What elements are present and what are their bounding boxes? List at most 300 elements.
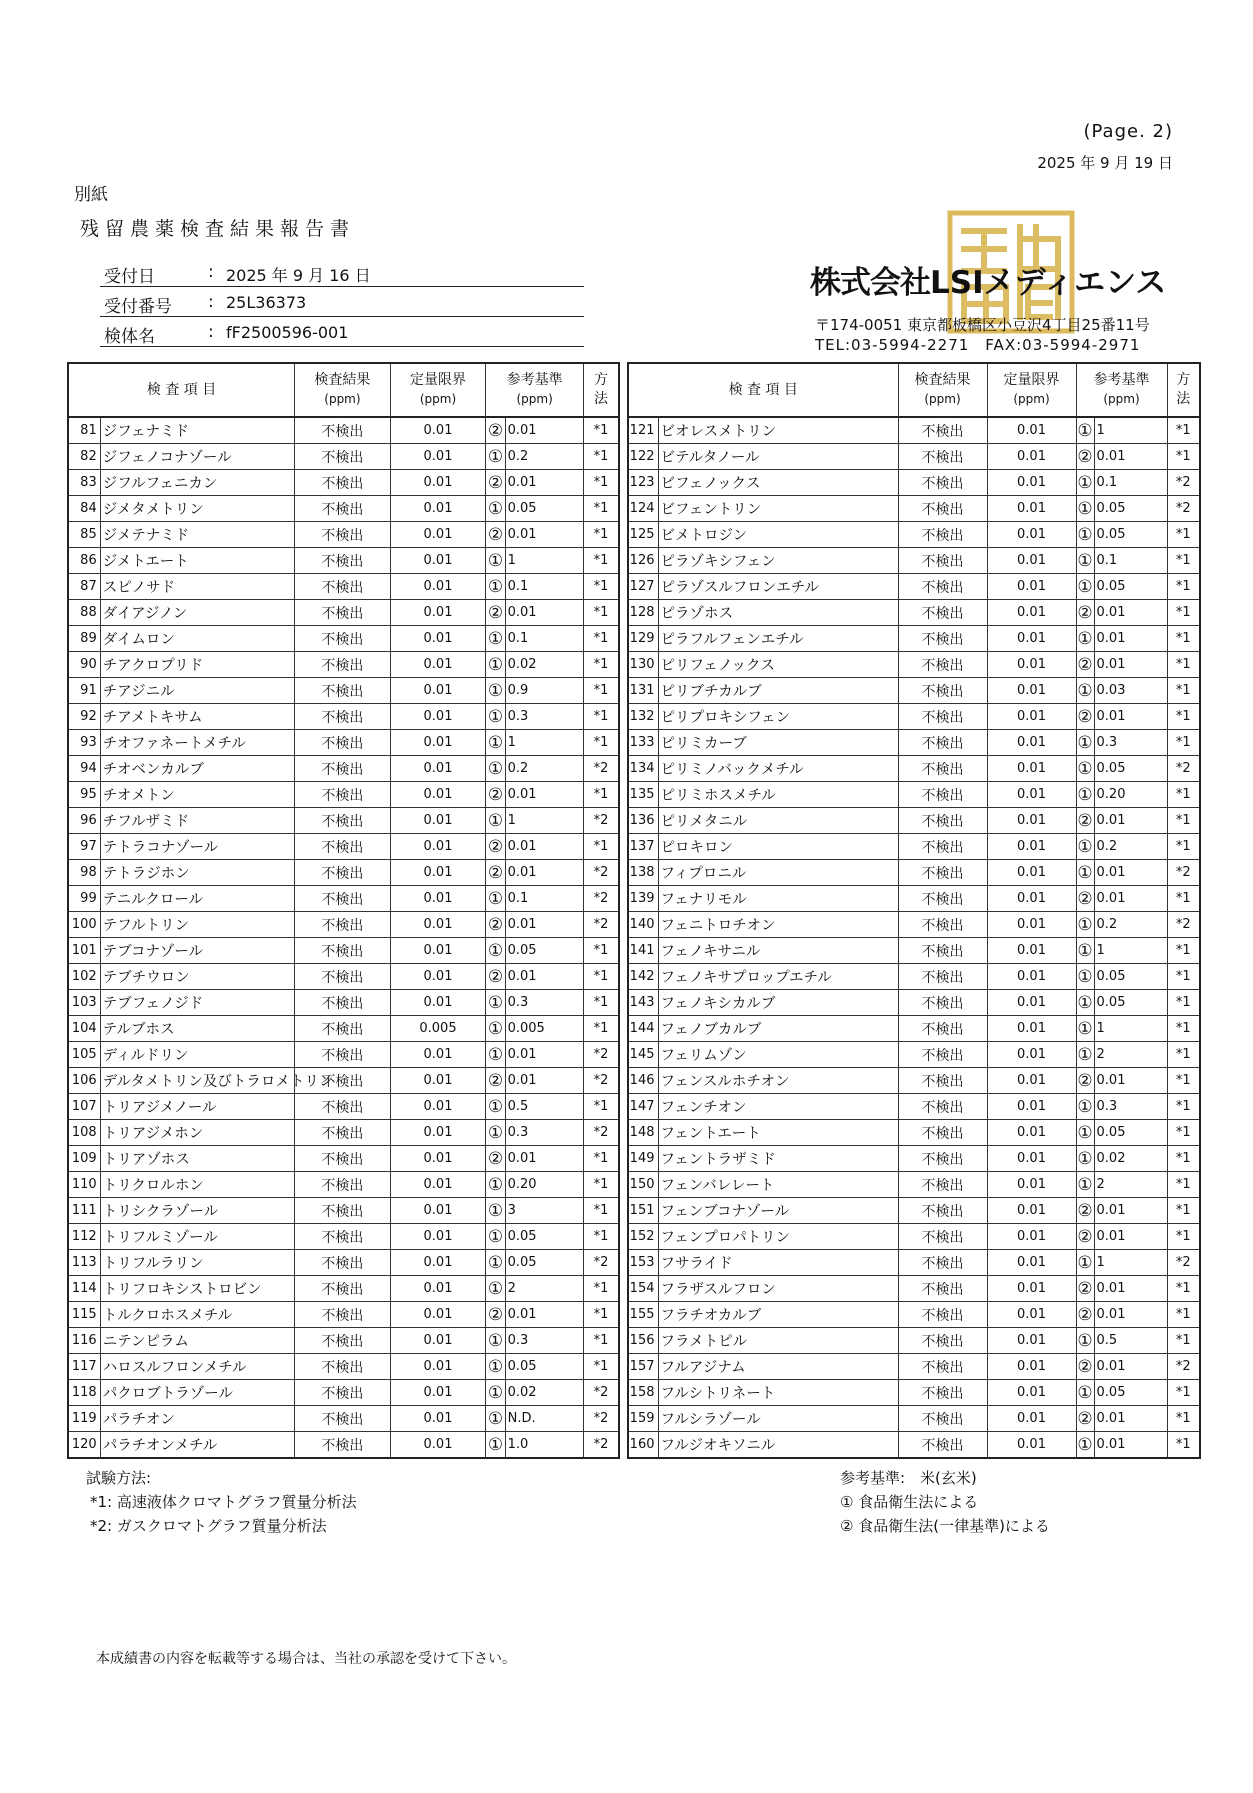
- quantitation-limit: 0.01: [987, 730, 1076, 756]
- table-row: [628, 1094, 1200, 1120]
- row-number: 85: [68, 522, 100, 548]
- table-row: [628, 730, 1200, 756]
- test-result: 不検出: [898, 626, 987, 652]
- quantitation-limit: 0.01: [390, 756, 486, 782]
- row-number: 90: [68, 652, 100, 678]
- quantitation-limit: 0.01: [987, 548, 1076, 574]
- quantitation-limit: 0.01: [987, 417, 1076, 444]
- quantitation-limit: 0.01: [390, 1068, 486, 1094]
- row-number: 101: [68, 938, 100, 964]
- quantitation-limit: 0.01: [987, 1198, 1076, 1224]
- test-method: *1: [584, 600, 620, 626]
- pesticide-name: ダイアジノン: [100, 600, 294, 626]
- pesticide-name: テトラコナゾール: [100, 834, 294, 860]
- row-number: 137: [628, 834, 658, 860]
- test-method: *1: [584, 678, 620, 704]
- pesticide-name: テトラジホン: [100, 860, 294, 886]
- test-result: 不検出: [898, 1432, 987, 1459]
- table-header-row: [628, 363, 1200, 417]
- pesticide-name: ピリフェノックス: [658, 652, 898, 678]
- pesticide-name: テフルトリン: [100, 912, 294, 938]
- test-method: *1: [584, 1224, 620, 1250]
- row-number: 150: [628, 1172, 658, 1198]
- quantitation-limit: 0.01: [987, 1406, 1076, 1432]
- pesticide-name: フルジオキソニル: [658, 1432, 898, 1459]
- quantitation-limit: 0.01: [390, 1198, 486, 1224]
- test-method: *2: [584, 1250, 620, 1276]
- reference-value: 0.01: [1094, 1198, 1167, 1224]
- receipt-date-line: [100, 256, 584, 287]
- reference-basis-mark: ①: [1076, 1016, 1094, 1042]
- pesticide-name: フェンスルホチオン: [658, 1068, 898, 1094]
- row-number: 152: [628, 1224, 658, 1250]
- test-method: *1: [1167, 1094, 1200, 1120]
- test-result: 不検出: [295, 1198, 391, 1224]
- test-method: *1: [1167, 678, 1200, 704]
- quantitation-limit: 0.01: [390, 1146, 486, 1172]
- table-row: [628, 1276, 1200, 1302]
- reference-value: 1.0: [505, 1432, 583, 1459]
- quantitation-limit: 0.01: [390, 938, 486, 964]
- reference-basis-mark: ①: [1076, 1328, 1094, 1354]
- test-method-legend: [86, 1466, 357, 1538]
- results-table-left: [67, 362, 620, 1459]
- reference-basis-mark: ①: [1076, 730, 1094, 756]
- pesticide-name: ビフェノックス: [658, 470, 898, 496]
- reference-value: 0.05: [1094, 574, 1167, 600]
- quantitation-limit: 0.01: [987, 938, 1076, 964]
- test-method: *1: [584, 522, 620, 548]
- reference-basis-mark: ①: [486, 938, 505, 964]
- table-row: [628, 1146, 1200, 1172]
- table-header-row: [68, 363, 619, 417]
- test-result: 不検出: [295, 1354, 391, 1380]
- reference-basis-mark: ①: [486, 1094, 505, 1120]
- test-result: 不検出: [295, 964, 391, 990]
- table-row: [68, 548, 619, 574]
- reference-value: 0.3: [505, 1328, 583, 1354]
- reference-basis-mark: ②: [1076, 1198, 1094, 1224]
- test-result: 不検出: [898, 678, 987, 704]
- table-row: [628, 417, 1200, 444]
- reference-value: 0.2: [505, 444, 583, 470]
- pesticide-name: フラチオカルブ: [658, 1302, 898, 1328]
- reference-2: ② 食品衛生法(一律基準)による: [840, 1517, 1050, 1535]
- pesticide-name: ジメトエート: [100, 548, 294, 574]
- reference-value: 0.3: [505, 1120, 583, 1146]
- table-row: [628, 1380, 1200, 1406]
- test-method: *1: [584, 496, 620, 522]
- row-number: 156: [628, 1328, 658, 1354]
- reference-value: 0.01: [1094, 1276, 1167, 1302]
- row-number: 94: [68, 756, 100, 782]
- row-number: 87: [68, 574, 100, 600]
- test-method: *2: [1167, 912, 1200, 938]
- reference-value: 0.3: [1094, 1094, 1167, 1120]
- reference-basis-mark: ①: [486, 678, 505, 704]
- row-number: 135: [628, 782, 658, 808]
- reference-basis-mark: ①: [1076, 470, 1094, 496]
- test-method: *1: [1167, 626, 1200, 652]
- pesticide-name: ビフェントリン: [658, 496, 898, 522]
- pesticide-name: フェンバレレート: [658, 1172, 898, 1198]
- table-row: [68, 1068, 619, 1094]
- pesticide-name: フルシラゾール: [658, 1406, 898, 1432]
- test-method: *2: [584, 1406, 620, 1432]
- reference-basis-mark: ①: [1076, 1250, 1094, 1276]
- reference-value: 0.1: [505, 626, 583, 652]
- row-number: 158: [628, 1380, 658, 1406]
- reference-basis-mark: ①: [486, 496, 505, 522]
- test-method-2: *2: ガスクロマトグラフ質量分析法: [90, 1517, 327, 1535]
- pesticide-name: ハロスルフロンメチル: [100, 1354, 294, 1380]
- reference-value: 0.01: [505, 964, 583, 990]
- table-row: [628, 1042, 1200, 1068]
- row-number: 102: [68, 964, 100, 990]
- pesticide-name: ピラフルフェンエチル: [658, 626, 898, 652]
- table-row: [628, 1406, 1200, 1432]
- test-result: 不検出: [898, 1380, 987, 1406]
- quantitation-limit: 0.01: [987, 860, 1076, 886]
- quantitation-limit: 0.01: [390, 600, 486, 626]
- reference-value: 0.02: [1094, 1146, 1167, 1172]
- reference-value: 1: [1094, 1250, 1167, 1276]
- row-number: 154: [628, 1276, 658, 1302]
- pesticide-name: フェントエート: [658, 1120, 898, 1146]
- row-number: 151: [628, 1198, 658, 1224]
- reference-basis-mark: ①: [486, 652, 505, 678]
- reference-basis-mark: ①: [1076, 938, 1094, 964]
- row-number: 131: [628, 678, 658, 704]
- test-method: *1: [1167, 522, 1200, 548]
- reference-basis-mark: ②: [486, 1146, 505, 1172]
- quantitation-limit: 0.01: [987, 964, 1076, 990]
- reference-basis-mark: ①: [1076, 678, 1094, 704]
- reference-basis-mark: ①: [1076, 1120, 1094, 1146]
- test-result: 不検出: [898, 1068, 987, 1094]
- pesticide-name: デルタメトリン及びトラロメトリン: [100, 1068, 294, 1094]
- quantitation-limit: 0.01: [987, 574, 1076, 600]
- row-number: 119: [68, 1406, 100, 1432]
- table-row: [68, 1146, 619, 1172]
- reference-value: 0.01: [1094, 1302, 1167, 1328]
- receipt-date-value: 2025 年 9 月 16 日: [226, 266, 371, 285]
- pesticide-name: フェニトロチオン: [658, 912, 898, 938]
- test-method: *2: [584, 912, 620, 938]
- row-number: 145: [628, 1042, 658, 1068]
- test-method: *1: [1167, 1016, 1200, 1042]
- reference-value: 0.1: [1094, 470, 1167, 496]
- table-row: [628, 1224, 1200, 1250]
- quantitation-limit: 0.01: [390, 1354, 486, 1380]
- table-row: [628, 548, 1200, 574]
- reference-basis-mark: ①: [486, 1198, 505, 1224]
- quantitation-limit: 0.01: [390, 1328, 486, 1354]
- pesticide-name: フサライド: [658, 1250, 898, 1276]
- table-row: [68, 1250, 619, 1276]
- test-method: *2: [584, 860, 620, 886]
- test-result: 不検出: [295, 1224, 391, 1250]
- quantitation-limit: 0.01: [390, 730, 486, 756]
- reference-basis-mark: ②: [1076, 886, 1094, 912]
- test-method: *1: [584, 782, 620, 808]
- row-number: 129: [628, 626, 658, 652]
- table-row: [68, 1042, 619, 1068]
- test-method: *1: [1167, 417, 1200, 444]
- test-method: *1: [1167, 704, 1200, 730]
- pesticide-name: フェリムゾン: [658, 1042, 898, 1068]
- column-header-item: 検 査 項 目: [68, 363, 295, 417]
- quantitation-limit: 0.01: [987, 678, 1076, 704]
- table-row: [628, 704, 1200, 730]
- test-method: *2: [1167, 470, 1200, 496]
- test-method: *1: [1167, 782, 1200, 808]
- column-header-result: 検査結果 (ppm): [295, 363, 391, 417]
- reference-basis-mark: ①: [1076, 548, 1094, 574]
- test-method: *1: [1167, 990, 1200, 1016]
- test-method: *1: [1167, 1380, 1200, 1406]
- test-method: *2: [1167, 1354, 1200, 1380]
- reference-basis-mark: ②: [486, 782, 505, 808]
- pesticide-name: フェノブカルブ: [658, 1016, 898, 1042]
- test-method: *1: [584, 1328, 620, 1354]
- reference-1: ① 食品衛生法による: [840, 1493, 979, 1511]
- reference-value: 0.05: [1094, 964, 1167, 990]
- test-result: 不検出: [898, 704, 987, 730]
- reference-basis-mark: ①: [486, 756, 505, 782]
- reference-basis-mark: ②: [486, 834, 505, 860]
- reference-basis-mark: ②: [1076, 1354, 1094, 1380]
- test-result: 不検出: [295, 782, 391, 808]
- test-method: *2: [584, 1380, 620, 1406]
- quantitation-limit: 0.01: [390, 886, 486, 912]
- reference-basis-mark: ①: [486, 1354, 505, 1380]
- row-number: 88: [68, 600, 100, 626]
- quantitation-limit: 0.01: [987, 470, 1076, 496]
- table-row: [628, 782, 1200, 808]
- column-header-reference: 参考基準 (ppm): [1076, 363, 1167, 417]
- test-result: 不検出: [898, 1250, 987, 1276]
- table-row: [68, 834, 619, 860]
- row-number: 114: [68, 1276, 100, 1302]
- pesticide-name: ピリブチカルブ: [658, 678, 898, 704]
- test-result: 不検出: [295, 756, 391, 782]
- table-row: [628, 1432, 1200, 1459]
- row-number: 117: [68, 1354, 100, 1380]
- reference-basis-mark: ①: [486, 1406, 505, 1432]
- quantitation-limit: 0.01: [987, 1380, 1076, 1406]
- reference-value: 0.05: [1094, 990, 1167, 1016]
- table-row: [68, 938, 619, 964]
- test-method: *1: [1167, 652, 1200, 678]
- table-row: [68, 444, 619, 470]
- quantitation-limit: 0.01: [987, 1146, 1076, 1172]
- test-result: 不検出: [295, 1328, 391, 1354]
- test-result: 不検出: [898, 444, 987, 470]
- pesticide-name: ジフェナミド: [100, 417, 294, 444]
- row-number: 130: [628, 652, 658, 678]
- table-row: [628, 1250, 1200, 1276]
- reference-value: 0.01: [1094, 808, 1167, 834]
- table-row: [628, 444, 1200, 470]
- reference-value: 0.3: [505, 990, 583, 1016]
- table-row: [68, 1302, 619, 1328]
- pesticide-name: ピリミホスメチル: [658, 782, 898, 808]
- reference-value: 1: [1094, 1016, 1167, 1042]
- company-name: [810, 257, 1166, 302]
- test-result: 不検出: [898, 1172, 987, 1198]
- test-result: 不検出: [295, 730, 391, 756]
- test-result: 不検出: [295, 600, 391, 626]
- reference-basis-mark: ①: [1076, 1146, 1094, 1172]
- reference-value: 0.5: [505, 1094, 583, 1120]
- row-number: 116: [68, 1328, 100, 1354]
- test-result: 不検出: [295, 912, 391, 938]
- reference-basis-mark: ①: [1076, 912, 1094, 938]
- table-row: [628, 1328, 1200, 1354]
- reference-basis-mark: ①: [486, 548, 505, 574]
- reference-value: 0.5: [1094, 1328, 1167, 1354]
- row-number: 105: [68, 1042, 100, 1068]
- row-number: 142: [628, 964, 658, 990]
- test-result: 不検出: [295, 626, 391, 652]
- table-row: [68, 417, 619, 444]
- pesticide-name: テブコナゾール: [100, 938, 294, 964]
- table-row: [68, 756, 619, 782]
- table-row: [68, 1328, 619, 1354]
- reference-value: 0.1: [505, 574, 583, 600]
- test-result: 不検出: [898, 834, 987, 860]
- quantitation-limit: 0.01: [987, 652, 1076, 678]
- row-number: 84: [68, 496, 100, 522]
- quantitation-limit: 0.01: [987, 1068, 1076, 1094]
- test-result: 不検出: [898, 860, 987, 886]
- pesticide-name: フェンプロパトリン: [658, 1224, 898, 1250]
- row-number: 107: [68, 1094, 100, 1120]
- row-number: 86: [68, 548, 100, 574]
- test-result: 不検出: [295, 1146, 391, 1172]
- quantitation-limit: 0.01: [390, 782, 486, 808]
- table-row: [68, 626, 619, 652]
- quantitation-limit: 0.01: [390, 522, 486, 548]
- test-method: *1: [1167, 1276, 1200, 1302]
- reference-basis-mark: ①: [1076, 756, 1094, 782]
- row-number: 96: [68, 808, 100, 834]
- quantitation-limit: 0.01: [987, 834, 1076, 860]
- test-method: *1: [584, 1172, 620, 1198]
- reference-value: N.D.: [505, 1406, 583, 1432]
- table-row: [68, 1432, 619, 1459]
- issue-date: 2025 年 9 月 19 日: [1037, 154, 1173, 172]
- test-result: 不検出: [295, 1042, 391, 1068]
- test-result: 不検出: [295, 1120, 391, 1146]
- table-row: [68, 1094, 619, 1120]
- pesticide-name: パクロブトラゾール: [100, 1380, 294, 1406]
- row-number: 97: [68, 834, 100, 860]
- row-number: 92: [68, 704, 100, 730]
- row-number: 110: [68, 1172, 100, 1198]
- row-number: 120: [68, 1432, 100, 1459]
- reference-basis-mark: ②: [1076, 1302, 1094, 1328]
- pesticide-name: チアジニル: [100, 678, 294, 704]
- test-result: 不検出: [295, 417, 391, 444]
- test-result: 不検出: [898, 886, 987, 912]
- table-row: [628, 912, 1200, 938]
- pesticide-name: フルシトリネート: [658, 1380, 898, 1406]
- test-method: *1: [1167, 1120, 1200, 1146]
- reference-value: 0.01: [505, 860, 583, 886]
- test-result: 不検出: [898, 1276, 987, 1302]
- reference-basis-mark: ①: [486, 990, 505, 1016]
- test-method-1: *1: 高速液体クロマトグラフ質量分析法: [90, 1493, 357, 1511]
- pesticide-name: ビメトロジン: [658, 522, 898, 548]
- table-row: [68, 470, 619, 496]
- reference-basis-mark: ②: [1076, 704, 1094, 730]
- row-number: 146: [628, 1068, 658, 1094]
- test-method: *2: [584, 808, 620, 834]
- test-result: 不検出: [295, 704, 391, 730]
- table-row: [68, 678, 619, 704]
- pesticide-name: ジフェノコナゾール: [100, 444, 294, 470]
- quantitation-limit: 0.01: [390, 574, 486, 600]
- test-method: *2: [584, 756, 620, 782]
- row-number: 98: [68, 860, 100, 886]
- quantitation-limit: 0.01: [390, 990, 486, 1016]
- reference-value: 0.2: [1094, 912, 1167, 938]
- column-header-item: 検 査 項 目: [628, 363, 898, 417]
- quantitation-limit: 0.01: [390, 964, 486, 990]
- quantitation-limit: 0.01: [987, 600, 1076, 626]
- quantitation-limit: 0.01: [390, 1276, 486, 1302]
- reference-basis-mark: ②: [1076, 1224, 1094, 1250]
- test-method-title: 試験方法:: [86, 1469, 152, 1487]
- row-number: 141: [628, 938, 658, 964]
- reference-value: 0.05: [1094, 522, 1167, 548]
- test-method: *2: [584, 1042, 620, 1068]
- reference-basis-mark: ②: [486, 470, 505, 496]
- quantitation-limit: 0.01: [987, 1016, 1076, 1042]
- quantitation-limit: 0.01: [390, 1094, 486, 1120]
- quantitation-limit: 0.01: [987, 1042, 1076, 1068]
- reference-basis-mark: ①: [486, 704, 505, 730]
- quantitation-limit: 0.01: [987, 756, 1076, 782]
- row-number: 108: [68, 1120, 100, 1146]
- reference-basis-mark: ①: [486, 808, 505, 834]
- row-number: 143: [628, 990, 658, 1016]
- quantitation-limit: 0.01: [987, 1094, 1076, 1120]
- test-method: *1: [584, 1016, 620, 1042]
- test-result: 不検出: [898, 574, 987, 600]
- table-row: [628, 990, 1200, 1016]
- reference-value: 0.05: [1094, 1120, 1167, 1146]
- row-number: 153: [628, 1250, 658, 1276]
- test-method: *1: [584, 704, 620, 730]
- pesticide-name: トリシクラゾール: [100, 1198, 294, 1224]
- company-address: 〒174-0051 東京都板橋区小豆沢4丁目25番11号: [815, 316, 1150, 334]
- row-number: 91: [68, 678, 100, 704]
- test-result: 不検出: [295, 1406, 391, 1432]
- test-result: 不検出: [295, 522, 391, 548]
- pesticide-name: テルブホス: [100, 1016, 294, 1042]
- pesticide-name: フェントラザミド: [658, 1146, 898, 1172]
- row-number: 118: [68, 1380, 100, 1406]
- quantitation-limit: 0.01: [390, 1432, 486, 1459]
- test-result: 不検出: [898, 1328, 987, 1354]
- table-row: [68, 522, 619, 548]
- row-number: 82: [68, 444, 100, 470]
- row-number: 136: [628, 808, 658, 834]
- row-number: 128: [628, 600, 658, 626]
